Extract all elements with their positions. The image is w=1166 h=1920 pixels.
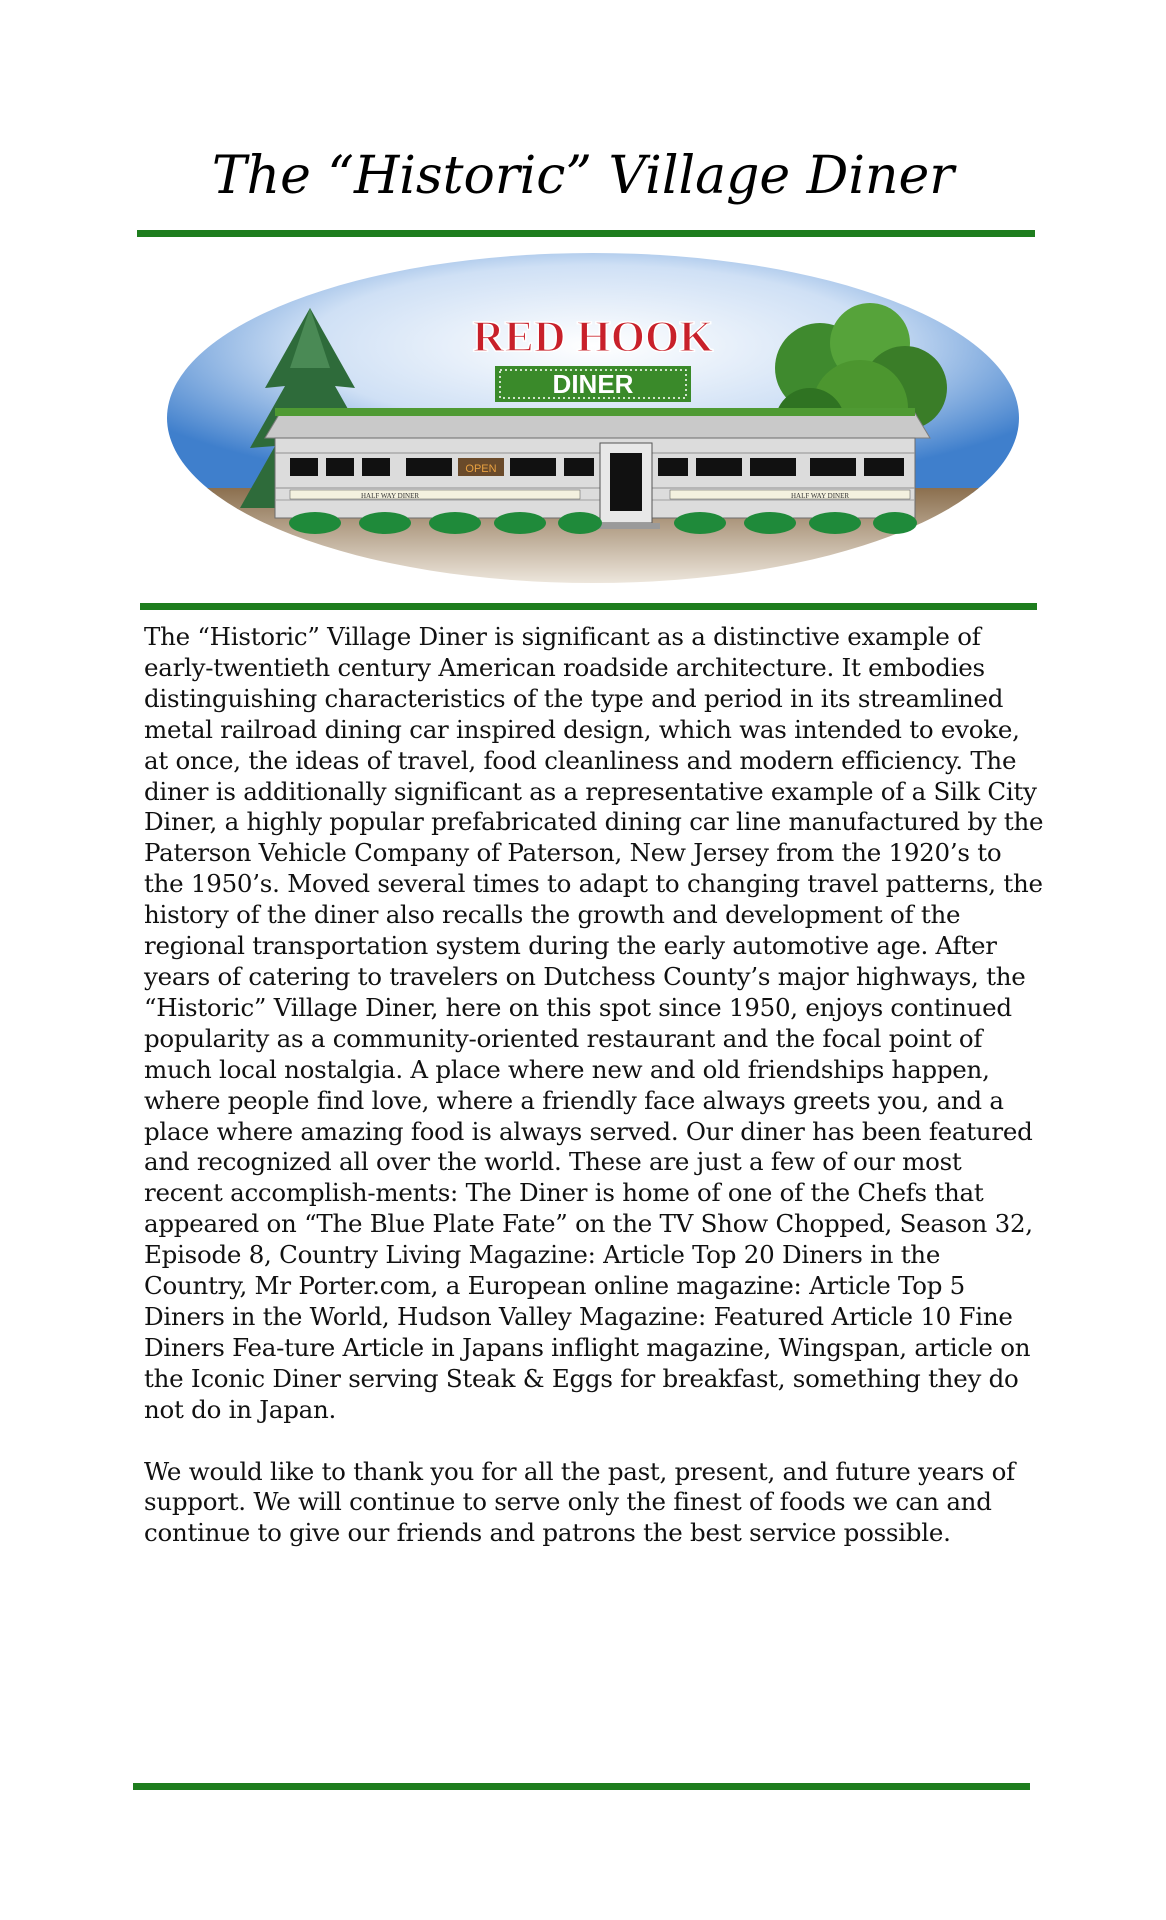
page-title: The “Historic” Village Diner [211,146,955,206]
sign-main-text: RED HOOK [472,312,714,361]
diner-history-text [144,622,1044,1549]
diner-sign [473,312,714,402]
top-divider [137,230,1035,237]
awning-right-text: HALF WAY DINER [790,492,850,500]
bottom-divider [133,1783,1030,1790]
diner-logo [160,248,1026,588]
awning-left-text: HALF WAY DINER [360,492,420,500]
thank-you-paragraph: We would like to thank you for all the past, present, and future years of support. We will continue to serve only the finest of foods we can and continue to give our friends and patrons the best service possible. [144,1456,1015,1548]
middle-divider [140,603,1037,610]
open-sign-text: OPEN [465,463,497,475]
sign-sub-text: DINER [552,369,634,399]
history-paragraph: The “Historic” Village Diner is significant as a distinctive example of early-twentieth century American roadside architecture. It embodies distinguishing characteristics of the type and period in its streamlined metal railroad dining car inspired design, which was intended to evoke, at once, the ideas of travel, food cleanliness and modern efficiency. The diner is additionally significant as a representative example of a Silk City Diner, a highly popular prefabricated dining car line manufactured by the Paterson Vehicle Company of Paterson, New Jersey from the 1920’s to the 1950’s. Moved several times to adapt to changing travel patterns, the history of the diner also recalls the growth and development of the regional transportation system during the early automotive age. After years of catering to travelers on Dutchess County’s major highways, the “Historic” Village Diner, here on this spot since 1950, enjoys continued popularity as a community-oriented restaurant and the focal point of much local nostalgia. A place where new and old friendships happen, where people find love, where a friendly face always greets you, and a place where amazing food is always served. Our diner has been featured and recognized all over the world. These are just a few of our most recent accomplish-ments: The Diner is home of one of the Chefs that appeared on “The Blue Plate Fate” on the TV Show Chopped, Season 32, Episode 8, Country Living Magazine: Article Top 20 Diners in the Country, Mr Porter.com, a European online magazine: Article Top 5 Diners in the World, Hudson Valley Magazine: Featured Article 10 Fine Diners Fea-ture Article in Japans inflight magazine, Wingspan, article on the Iconic Diner serving Steak & Eggs for breakfast, something they do not do in Japan. [144,622,1044,1424]
